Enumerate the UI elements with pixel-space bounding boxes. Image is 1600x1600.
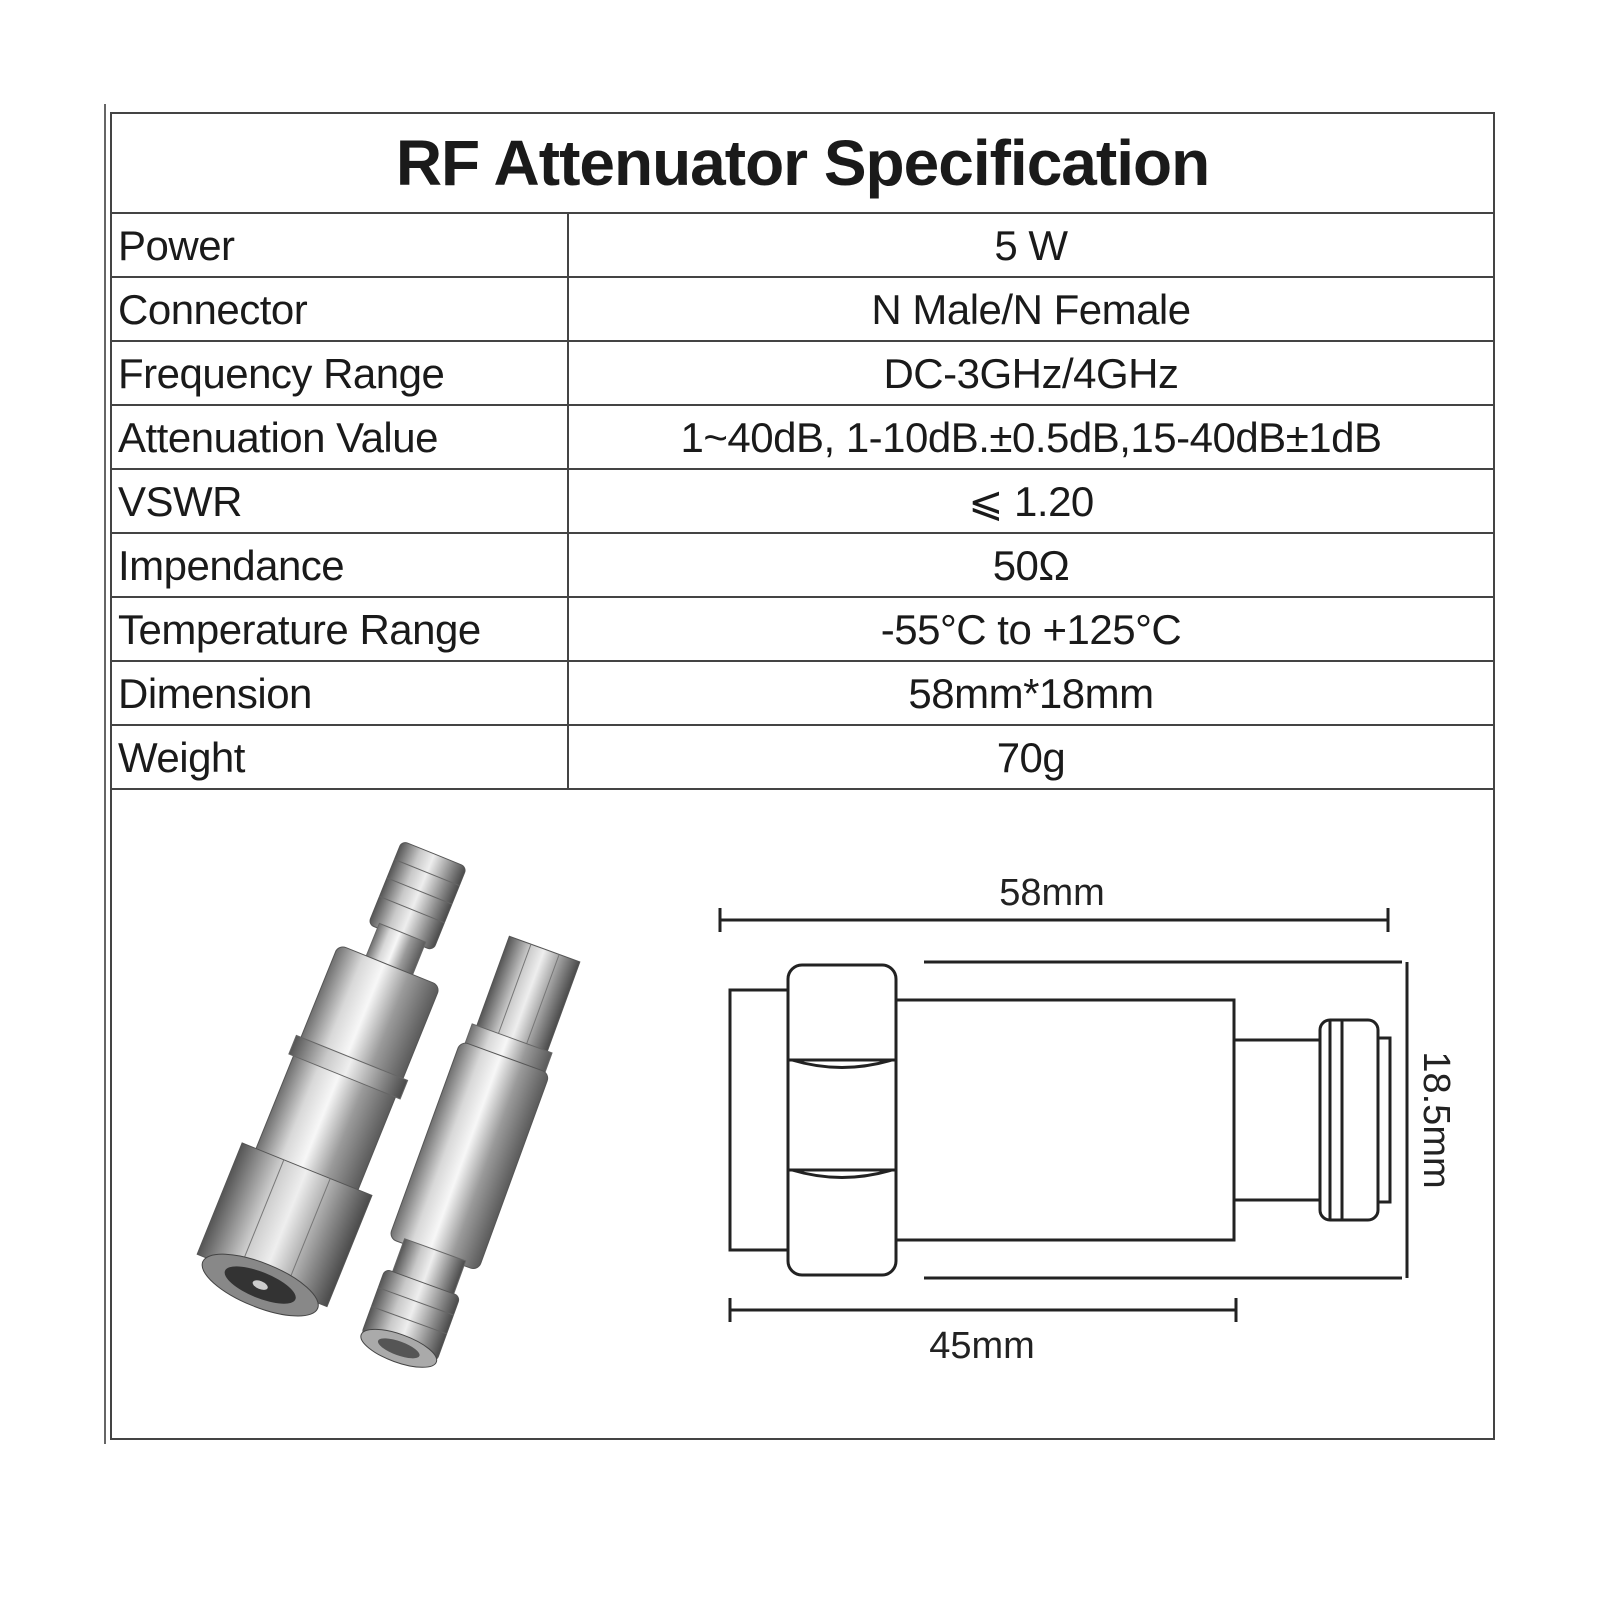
spec-sheet bbox=[110, 112, 1495, 1440]
table-row bbox=[112, 662, 1493, 726]
row-label: Power bbox=[118, 222, 235, 269]
left-border-rule bbox=[104, 104, 106, 1444]
page-title: RF Attenuator Specification bbox=[112, 114, 1493, 214]
row-value: 58mm*18mm bbox=[567, 662, 1493, 724]
table-row bbox=[112, 470, 1493, 534]
table-row bbox=[112, 406, 1493, 470]
table-row bbox=[112, 278, 1493, 342]
row-label: Weight bbox=[118, 734, 245, 781]
spec-table bbox=[112, 214, 1493, 790]
row-value: 1~40dB, 1-10dB.±0.5dB,15-40dB±1dB bbox=[567, 406, 1493, 468]
product-photo bbox=[137, 815, 617, 1415]
diameter-label: 18.5mm bbox=[1415, 1051, 1457, 1189]
table-row bbox=[112, 534, 1493, 598]
row-value: 5 W bbox=[567, 214, 1493, 276]
row-value: 50Ω bbox=[567, 534, 1493, 596]
row-label: Connector bbox=[118, 286, 308, 333]
total-length-label: 58mm bbox=[999, 872, 1105, 914]
row-value: N Male/N Female bbox=[567, 278, 1493, 340]
row-value: 70g bbox=[567, 726, 1493, 788]
table-row bbox=[112, 214, 1493, 278]
row-label: Dimension bbox=[118, 670, 312, 717]
table-row bbox=[112, 342, 1493, 406]
row-label: Frequency Range bbox=[118, 350, 445, 397]
body-length-label: 45mm bbox=[929, 1325, 1035, 1367]
row-label: VSWR bbox=[118, 478, 242, 525]
row-label: Impendance bbox=[118, 542, 345, 589]
product-illustration-area bbox=[112, 790, 1493, 1438]
table-row bbox=[112, 726, 1493, 790]
dimension-drawing bbox=[702, 860, 1462, 1380]
row-value: DC-3GHz/4GHz bbox=[567, 342, 1493, 404]
table-row bbox=[112, 598, 1493, 662]
row-label: Attenuation Value bbox=[118, 414, 438, 461]
row-label: Temperature Range bbox=[118, 606, 481, 653]
row-value: -55°C to +125°C bbox=[567, 598, 1493, 660]
row-value: ⩽ 1.20 bbox=[567, 470, 1493, 532]
